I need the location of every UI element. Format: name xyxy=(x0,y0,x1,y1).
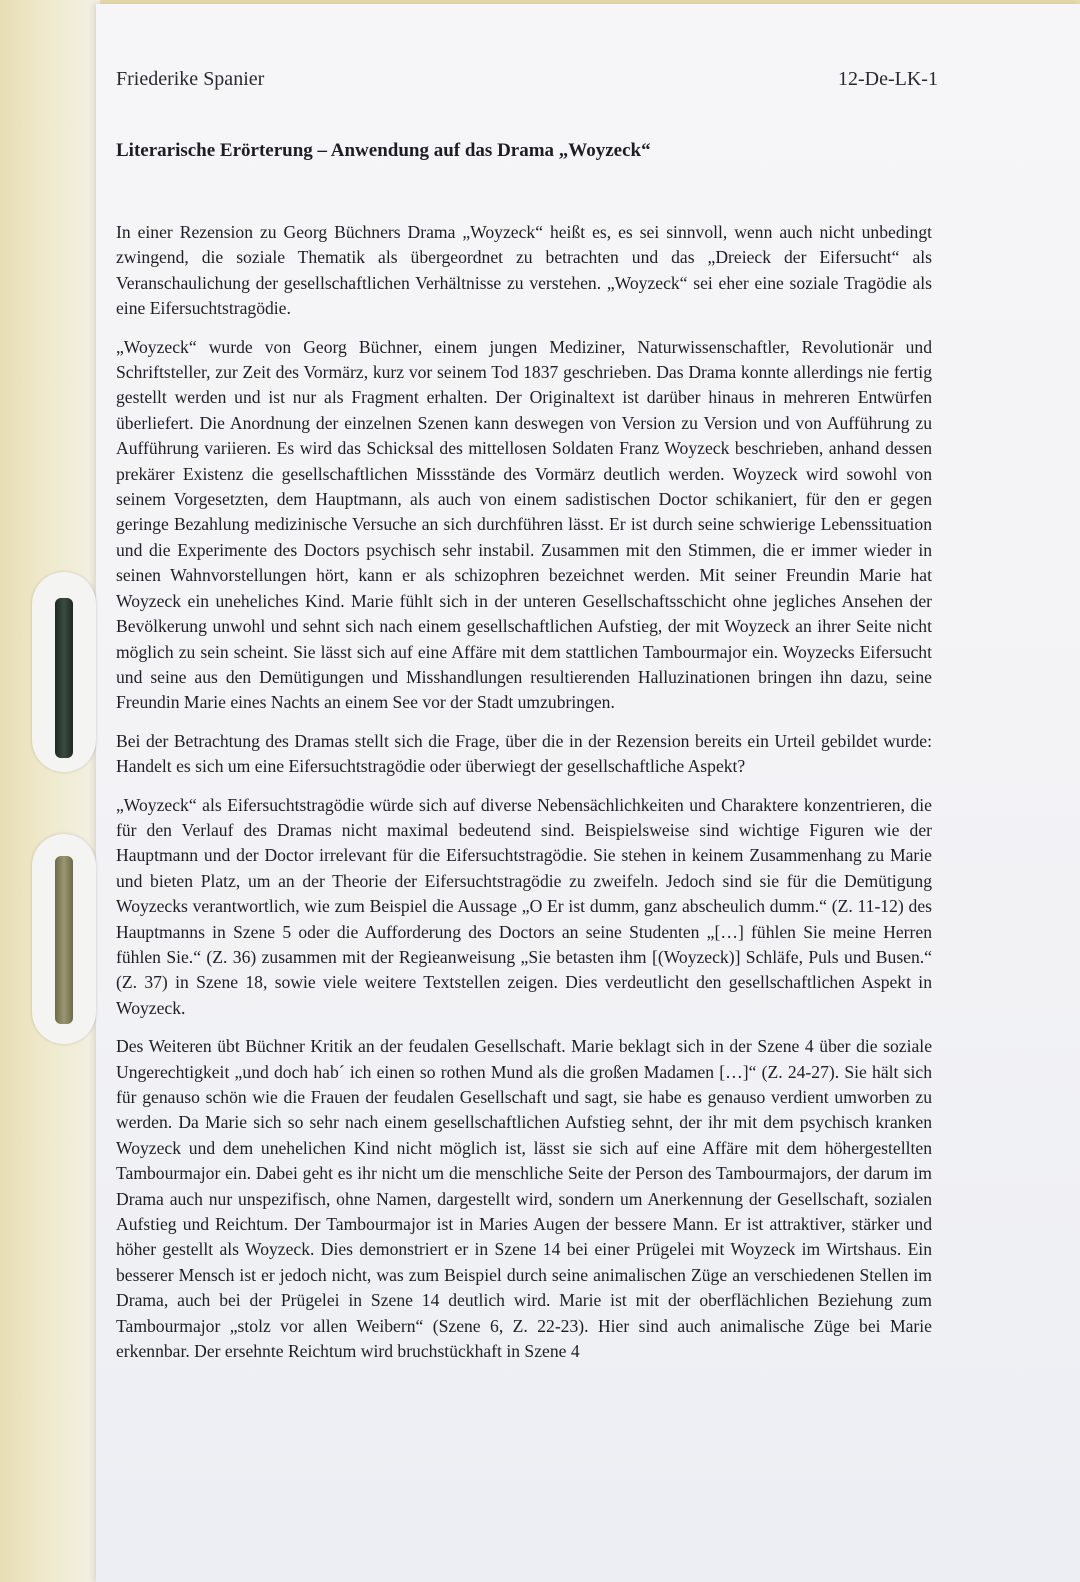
essay-body xyxy=(116,220,932,1364)
paragraph: „Woyzeck“ wurde von Georg Büchner, einem jungen Mediziner, Naturwissenschaftler, Revolutionär und Schriftsteller, zur Zeit des Vormärz, kurz vor seinem Tod 1837 geschrieben. Das Drama konnte allerdings nie fertig gestellt werden und ist nur als Fragment erhalten. Der Originaltext ist darüber hinaus in mehreren Entwürfen überliefert. Die Anordnung der einzelnen Szenen kann deswegen von Version zu Version und von Aufführung zu Aufführung variieren. Es wird das Schicksal des mittellosen Soldaten Franz Woyzeck beschrieben, anhand dessen prekärer Existenz die gesellschaftlichen Missstände des Vormärz deutlich werden. Woyzeck wird sowohl von seinem Vorgesetzten, dem Hauptmann, als auch von einem sadistischen Doctor schikaniert, für den er gegen geringe Bezahlung medizinische Versuche an sich durchführen lässt. Er ist durch seine schwierige Lebenssituation und die Experimente des Doctors psychisch sehr instabil. Zusammen mit den Stimmen, die er immer wieder in seinen Wahnvorstellungen hört, kann er als schizophren bezeichnet werden. Mit seiner Freundin Marie hat Woyzeck ein uneheliches Kind. Marie fühlt sich in der unteren Gesellschaftsschicht ohne jegliches Ansehen der Bevölkerung unwohl und sehnt sich nach einem gesellschaftlichen Aufstieg, der mit Woyzeck an ihrer Seite nicht möglich zu sein scheint. Sie lässt sich auf eine Affäre mit dem stattlichen Tambourmajor ein. Woyzecks Eifersucht und seine aus den Demütigungen und Misshandlungen resultierenden Halluzinationen bringen ihn dazu, seine Freundin Marie eines Nachts an einem See vor der Stadt umzubringen. xyxy=(116,336,932,713)
binder-prong-icon xyxy=(55,856,73,1024)
binder-clip-upper xyxy=(32,572,96,772)
paragraph: Des Weiteren übt Büchner Kritik an der feudalen Gesellschaft. Marie beklagt sich in der Szene 4 über die soziale Ungerechtigkeit „und doch hab´ ich einen so rothen Mund als die großen Madamen […]“ (Z. 24-27). Sie hält sich für genauso schön wie die Frauen der feudalen Gesellschaft und sagt, sie habe es genauso verdient umworben zu werden. Da Marie sich so sehr nach einem gesellschaftlichen Aufstieg sehnt, der ihr mit dem psychisch kranken Woyzeck und dem unehelichen Kind nicht möglich ist, lässt sie sich auf eine Affäre mit dem höhergestellten Tambourmajor ein. Dabei geht es ihr nicht um die menschliche Seite der Person des Tambourmajors, der darum im Drama auch nur unspezifisch, ohne Namen, dargestellt wird, sondern um Anerkennung der Gesellschaft, sozialen Aufstieg und Reichtum. Der Tambourmajor ist in Maries Augen der bessere Mann. Er ist attraktiver, stärker und höher gestellt als Woyzeck. Dies demonstriert er in Szene 14 bei einer Prügelei mit Woyzeck im Wirtshaus. Ein besserer Mensch ist er jedoch nicht, was zum Beispiel durch seine animalischen Züge an verschiedenen Stellen im Drama, auch bei der Prügelei in Szene 14 deutlich wird. Marie ist mit der oberflächlichen Beziehung zum Tambourmajor „stolz vor allen Weibern“ (Szene 6, Z. 22-23). Hier sind auch animalische Züge bei Marie erkennbar. Der ersehnte Reichtum wird bruchstückhaft in Szene 4 xyxy=(116,1036,932,1362)
course-code: 12-De-LK-1 xyxy=(838,68,938,90)
paragraph: „Woyzeck“ als Eifersuchtstragödie würde sich auf diverse Nebensächlichkeiten und Charaktere konzentrieren, die für den Verlauf des Dramas nicht maximal bedeutend sind. Beispielsweise sind wichtige Figuren wie der Hauptmann und der Doctor irrelevant für die Eifersuchtstragödie. Sie stehen in keinem Zusammenhang zu Marie und bieten Platz, um an der Theorie der Eifersuchtstragödie zu zweifeln. Jedoch sind sie für die Demütigung Woyzecks verantwortlich, wie zum Beispiel die Aussage „O Er ist dumm, ganz abscheulich dumm.“ (Z. 11-12) des Hauptmanns in Szene 5 oder die Aufforderung des Doctors an seine Studenten „[…] fühlen Sie meine Herren fühlen Sie.“ (Z. 36) zusammen mit der Regieanweisung „Sie betasten ihm [(Woyzeck)] Schläfe, Puls und Busen.“ (Z. 37) in Szene 18, sowie viele weitere Textstellen zeigen. Dies verdeutlicht den gesellschaftlichen Aspekt in Woyzeck. xyxy=(116,794,932,1018)
paragraph: In einer Rezension zu Georg Büchners Drama „Woyzeck“ heißt es, es sei sinnvoll, wenn auch nicht unbedingt zwingend, die soziale Thematik als übergeordnet zu betrachten und das „Dreieck der Eifersucht“ als Veranschaulichung der gesellschaftlichen Verhältnisse zu verstehen. „Woyzeck“ sei eher eine soziale Tragödie als eine Eifersuchtstragödie. xyxy=(116,222,932,319)
binder-clip-lower xyxy=(32,834,96,1044)
binder-prong-icon xyxy=(55,598,73,758)
paragraph: Bei der Betrachtung des Dramas stellt sich die Frage, über die in der Rezension bereits ein Urteil gebildet wurde: Handelt es sich um eine Eifersuchtstragödie oder überwiegt der gesellschaftliche Aspekt? xyxy=(116,730,932,777)
folder-cover xyxy=(0,0,100,1582)
document-title: Literarische Erörterung – Anwendung auf das Drama „Woyzeck“ xyxy=(116,140,651,161)
author-name: Friederike Spanier xyxy=(116,68,265,90)
